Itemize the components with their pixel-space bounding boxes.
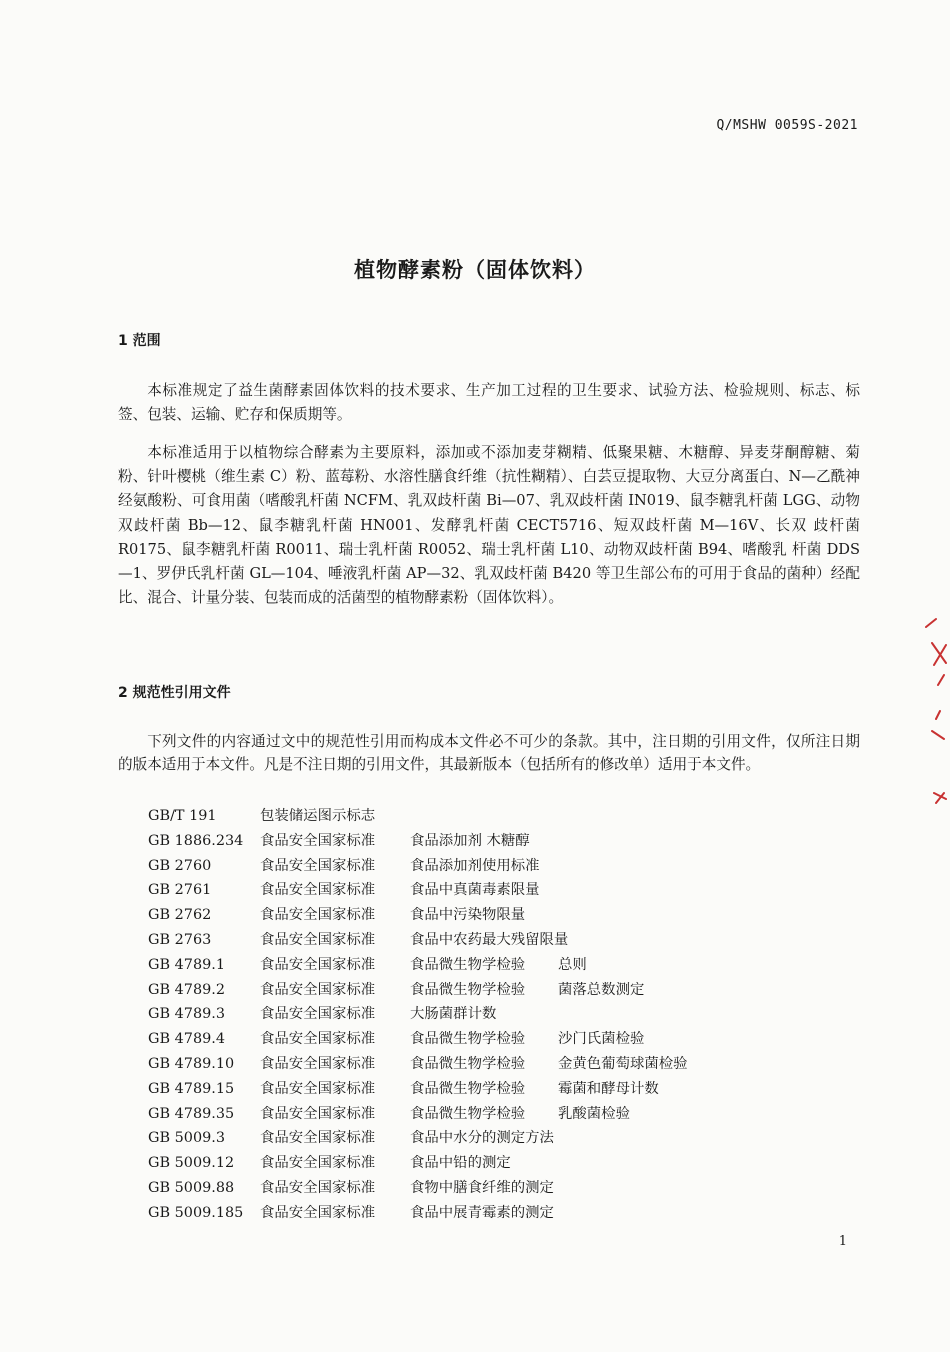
section-heading-scope: 1 范围: [118, 333, 161, 349]
reference-category: 食品安全国家标准: [260, 882, 376, 899]
reference-code: GB 4789.2: [148, 981, 225, 998]
reference-item: [148, 829, 688, 854]
reference-item: [148, 854, 688, 879]
page-number: 1: [838, 1234, 847, 1249]
reference-subtitle: 乳酸菌检验: [558, 1105, 630, 1122]
scope-paragraph-1: 本标准规定了益生菌酵素固体饮料的技术要求、生产加工过程的卫生要求、试验方法、检验规则、标志、标签、包装、运输、贮存和保质期等。: [118, 382, 860, 424]
reference-item: [148, 1027, 688, 1052]
reference-title: 食品添加剂 木糖醇: [410, 832, 530, 849]
reference-item: [148, 1201, 688, 1226]
reference-category: 食品安全国家标准: [260, 1105, 376, 1122]
reference-item: [148, 903, 688, 928]
document-code: Q/MSHW 0059S-2021: [716, 118, 858, 133]
reference-item: [148, 1077, 688, 1102]
reference-title: 食品微生物学检验: [410, 956, 526, 973]
reference-title: 食品中展青霉素的测定: [410, 1204, 554, 1221]
reference-category: 食品安全国家标准: [260, 1080, 376, 1097]
reference-title: 食品微生物学检验: [410, 981, 526, 998]
reference-item: [148, 1002, 688, 1027]
reference-code: GB 4789.35: [148, 1105, 235, 1122]
reference-code: GB 5009.12: [148, 1155, 235, 1172]
reference-title: 食品微生物学检验: [410, 1055, 526, 1072]
reference-category: 食品安全国家标准: [260, 1179, 376, 1196]
reference-item: [148, 1176, 688, 1201]
reference-title: 食品微生物学检验: [410, 1105, 526, 1122]
reference-category: 食品安全国家标准: [260, 931, 376, 948]
reference-category: 食品安全国家标准: [260, 956, 376, 973]
reference-list: [148, 804, 688, 1226]
reference-category: 食品安全国家标准: [260, 981, 376, 998]
reference-code: GB/T 191: [148, 808, 217, 824]
reference-code: GB 5009.88: [148, 1179, 235, 1196]
reference-code: GB 2760: [148, 857, 212, 874]
reference-category: 包装储运图示标志: [260, 808, 376, 824]
reference-category: 食品安全国家标准: [260, 1130, 376, 1147]
reference-title: 食品中真菌毒素限量: [410, 882, 540, 899]
reference-item: [148, 878, 688, 903]
reference-category: 食品安全国家标准: [260, 1055, 376, 1072]
reference-subtitle: 总则: [558, 956, 587, 973]
reference-title: 食品微生物学检验: [410, 1031, 526, 1048]
reference-subtitle: 菌落总数测定: [558, 981, 645, 998]
reference-category: 食品安全国家标准: [260, 1155, 376, 1172]
scope-paragraph-2: 本标准适用于以植物综合酵素为主要原料，添加或不添加麦芽糊精、低聚果糖、木糖醇、异麦芽酮醇糖、菊粉、针叶樱桃（维生素 C）粉、蓝莓粉、水溶性膳食纤维（抗性糊精）、白芸豆提取物、大豆分离蛋白、N—乙酰神经氨酸粉、可食用菌（嗜酸乳杆菌 NCFM、乳双歧杆菌 Bi—07、乳双歧杆菌 IN019、鼠李糖乳杆菌 LGG、动物双歧杆菌 Bb—12、鼠李糖乳杆菌 HN001、发酵乳杆菌 CECT5716、短双歧杆菌 M—16V、长双 歧杆菌 R0175、鼠李糖乳杆菌 R0011、瑞士乳杆菌 R0052、瑞士乳杆菌 L10、动物双歧杆菌 B94、嗜酸乳 杆菌 DDS—1、罗伊氏乳杆菌 GL—104、唾液乳杆菌 AP—32、乳双歧杆菌 B420 等卫生部公布的可用于食品的菌种）经配比、混合、计量分装、包装而成的活菌型的植物酵素粉（固体饮料）。: [118, 444, 860, 607]
reference-category: 食品安全国家标准: [260, 1204, 376, 1221]
reference-title: 大肠菌群计数: [410, 1006, 497, 1023]
reference-item: [148, 804, 688, 829]
reference-code: GB 5009.3: [148, 1130, 225, 1147]
reference-item: [148, 928, 688, 953]
reference-title: 食物中膳食纤维的测定: [410, 1179, 554, 1196]
margin-stamp-mark: [918, 615, 950, 835]
reference-code: GB 4789.4: [148, 1031, 225, 1048]
document-title: 植物酵素粉（固体饮料）: [354, 258, 596, 282]
reference-code: GB 1886.234: [148, 832, 244, 849]
reference-title: 食品中农药最大残留限量: [410, 931, 569, 948]
reference-item: [148, 1126, 688, 1151]
reference-code: GB 4789.1: [148, 956, 225, 973]
reference-code: GB 4789.3: [148, 1006, 225, 1023]
references-intro: 下列文件的内容通过文中的规范性引用而构成本文件必不可少的条款。其中，注日期的引用文件，仅所注日期的版本适用于本文件。凡是不注日期的引用文件，其最新版本（包括所有的修改单）适用于本文件。: [118, 733, 860, 773]
reference-title: 食品添加剂使用标准: [410, 857, 540, 874]
reference-item: [148, 1151, 688, 1176]
section-heading-references: 2 规范性引用文件: [118, 685, 231, 701]
reference-code: GB 4789.10: [148, 1055, 235, 1072]
reference-item: [148, 978, 688, 1003]
reference-category: 食品安全国家标准: [260, 1031, 376, 1048]
reference-title: 食品微生物学检验: [410, 1080, 526, 1097]
reference-category: 食品安全国家标准: [260, 907, 376, 924]
reference-code: GB 2761: [148, 882, 212, 899]
reference-category: 食品安全国家标准: [260, 1006, 376, 1023]
reference-title: 食品中铅的测定: [410, 1155, 511, 1172]
reference-subtitle: 沙门氏菌检验: [558, 1031, 645, 1048]
reference-code: GB 2763: [148, 931, 212, 948]
reference-category: 食品安全国家标准: [260, 832, 376, 849]
reference-item: [148, 1052, 688, 1077]
reference-item: [148, 953, 688, 978]
reference-subtitle: 霉菌和酵母计数: [558, 1080, 659, 1097]
reference-item: [148, 1102, 688, 1127]
reference-code: GB 5009.185: [148, 1204, 244, 1221]
reference-code: GB 4789.15: [148, 1080, 235, 1097]
reference-category: 食品安全国家标准: [260, 857, 376, 874]
reference-subtitle: 金黄色葡萄球菌检验: [558, 1055, 688, 1072]
reference-title: 食品中水分的测定方法: [410, 1130, 554, 1147]
reference-code: GB 2762: [148, 907, 212, 924]
reference-title: 食品中污染物限量: [410, 907, 526, 924]
